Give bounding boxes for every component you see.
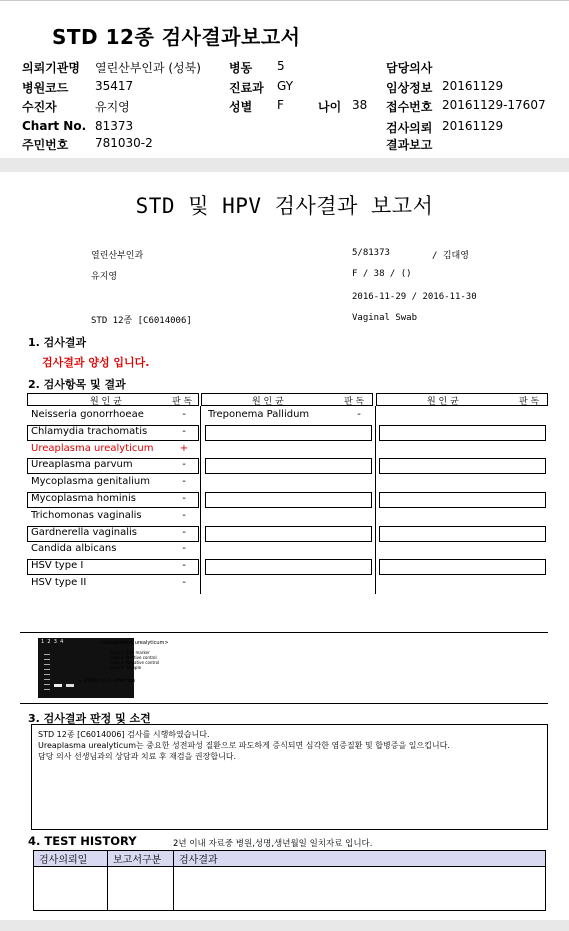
history-note: 2년 이내 자료중 병원,성명,생년월일 일치자료 입니다.: [173, 839, 373, 849]
value-patient: 유지영: [95, 100, 130, 114]
history-cell: [34, 867, 108, 911]
info-patient: 유지영: [91, 272, 118, 282]
label-chart-no: Chart No.: [22, 119, 87, 133]
info-specimen: Vaginal Swab: [352, 313, 418, 323]
label-ward: 병동: [229, 61, 253, 75]
info-sex-age: F / 38 / (): [352, 269, 412, 279]
value-sex: F: [277, 98, 284, 112]
section-3-title: 3. 검사결과 판정 및 소견: [28, 712, 151, 725]
label-clinical-info: 임상정보: [386, 81, 433, 95]
header-cause: 원 인 균: [90, 397, 122, 407]
history-cell: [174, 867, 546, 911]
header-title: STD 12종 검사결과보고서: [52, 25, 301, 49]
organism-name: Chlamydia trachomatis: [31, 425, 148, 437]
report-body: [0, 172, 569, 920]
organism-result: -: [182, 577, 186, 588]
summary-line: STD 12종 [C6014006] 검사를 시행하였습니다.: [38, 730, 210, 739]
summary-line: 담당 의사 선생님과의 상담과 치료 후 재검을 권장합니다.: [38, 752, 237, 761]
value-age: 38: [352, 98, 368, 112]
history-table: [33, 850, 546, 911]
label-sex: 성별: [229, 100, 253, 114]
value-chart-no: 81373: [95, 119, 134, 133]
info-clinic: 열린산부인과: [91, 251, 144, 261]
grid-header-col2: [201, 393, 373, 406]
result-row-box: [379, 458, 546, 474]
result-row-box: [379, 526, 546, 542]
organism-result: -: [182, 526, 186, 538]
history-col-request-date: 검사의뢰일: [34, 851, 108, 867]
organism-result: -: [182, 509, 186, 521]
organism-name: Trichomonas vaginalis: [31, 509, 142, 521]
label-report-result: 결과보고: [386, 138, 433, 152]
info-test: STD 12종 [C6014006]: [91, 316, 192, 326]
value-department: GY: [277, 79, 294, 93]
section-1-title: 1. 검사결과: [28, 336, 87, 349]
grid-header-col1: [27, 393, 199, 406]
organism-name: Neisseria gonorrhoeae: [31, 409, 144, 420]
label-patient: 수진자: [22, 100, 57, 114]
value-receipt-no: 20161129-17607: [442, 98, 546, 112]
organism-result: -: [182, 560, 186, 572]
gel-band: [54, 684, 62, 687]
header-judge: 판 독: [519, 397, 540, 407]
result-row-box: [205, 425, 372, 441]
gel-legend-line: Lane 2. Positive control: [110, 655, 157, 660]
result-row-box: [379, 492, 546, 508]
gel-legend-line: Lane 4. Sample: [110, 665, 142, 670]
report-header: [0, 0, 569, 158]
grid-divider: [200, 406, 201, 594]
label-request-date: 검사의뢰: [386, 121, 433, 135]
report-title: STD 및 HPV 검사결과 보고서: [135, 194, 434, 218]
label-receipt-no: 접수번호: [386, 100, 433, 114]
value-requesting-org: 열린산부인과 (성북): [95, 61, 201, 75]
summary-line: Ureaplasma urealyticum는 중요한 성전파성 질환으로 파도하게 증식되면 심각한 염증질환 및 합병증을 일으킵니다.: [38, 741, 450, 750]
history-col-result: 검사결과: [174, 851, 546, 867]
value-hospital-code: 35417: [95, 79, 134, 93]
label-resident-no: 주민번호: [22, 138, 69, 152]
page-bottom-strip: [0, 920, 569, 931]
gel-title: <Ureaplasma urealyticum>: [99, 640, 169, 646]
info-ward: 5/81373: [352, 248, 390, 258]
value-resident-no: 781030-2: [95, 136, 153, 150]
header-cause: 원 인 균: [427, 397, 459, 407]
summary-box: [31, 724, 548, 830]
organism-name: HSV type I: [31, 560, 84, 572]
label-requesting-org: 의뢰기관명: [22, 61, 80, 75]
gel-annotation: ← 229bp U.U. infection: [78, 678, 136, 684]
header-judge: 판 독: [172, 397, 193, 407]
organism-result: -: [182, 543, 186, 555]
result-row-box: [205, 458, 372, 474]
label-hospital-code: 병원코드: [22, 81, 69, 95]
history-row: [34, 867, 546, 911]
label-age: 나이: [318, 100, 342, 114]
organism-result: -: [182, 476, 186, 488]
organism-name: Mycoplasma genitalium: [31, 476, 150, 488]
organism-result: +: [179, 442, 189, 454]
organism-result: -: [182, 493, 186, 504]
section-4-title: 4. TEST HISTORY: [28, 834, 137, 848]
organism-name: Ureaplasma parvum: [31, 459, 133, 471]
history-col-report-type: 보고서구분: [108, 851, 174, 867]
gel-legend-line: Lane 1. Size marker: [110, 650, 150, 655]
gel-legend: [110, 650, 159, 670]
organism-name: Mycoplasma hominis: [31, 493, 136, 504]
organism-result: -: [182, 459, 186, 471]
info-dates: 2016-11-29 / 2016-11-30: [352, 292, 477, 302]
section-divider: [0, 158, 569, 172]
organism-result: -: [357, 409, 361, 420]
organism-result: -: [182, 409, 186, 420]
gel-marker-lane: [44, 650, 50, 694]
positive-result-text: 검사결과 양성 입니다.: [42, 356, 150, 369]
header-judge: 판 독: [344, 397, 365, 407]
result-row-box: [379, 425, 546, 441]
organism-name: Ureaplasma urealyticum: [31, 442, 154, 454]
gel-lane-numbers: 1 2 3 4: [41, 639, 64, 645]
value-ward: 5: [277, 59, 285, 73]
info-doctor: / 김대영: [432, 251, 469, 261]
result-row-box: [205, 526, 372, 542]
organism-name: HSV type II: [31, 577, 87, 588]
result-row-box: [379, 559, 546, 575]
label-doctor: 담당의사: [386, 61, 433, 75]
header-cause: 원 인 균: [252, 397, 284, 407]
history-cell: [108, 867, 174, 911]
value-request-date: 20161129: [442, 119, 504, 133]
label-department: 진료과: [229, 81, 264, 95]
gel-legend-line: Lane 3. Negative control: [110, 660, 160, 665]
organism-name: Treponema Pallidum: [208, 409, 310, 420]
organism-result: -: [182, 425, 186, 437]
gel-band: [66, 684, 74, 687]
organism-name: Candida albicans: [31, 543, 117, 555]
result-row-box: [205, 559, 372, 575]
grid-divider: [375, 406, 376, 594]
organism-name: Gardnerella vaginalis: [31, 526, 137, 538]
result-row-box: [205, 492, 372, 508]
value-clinical-info: 20161129: [442, 79, 504, 93]
grid-header-col3: [376, 393, 548, 406]
section-2-title: 2. 검사항목 및 결과: [28, 378, 126, 391]
